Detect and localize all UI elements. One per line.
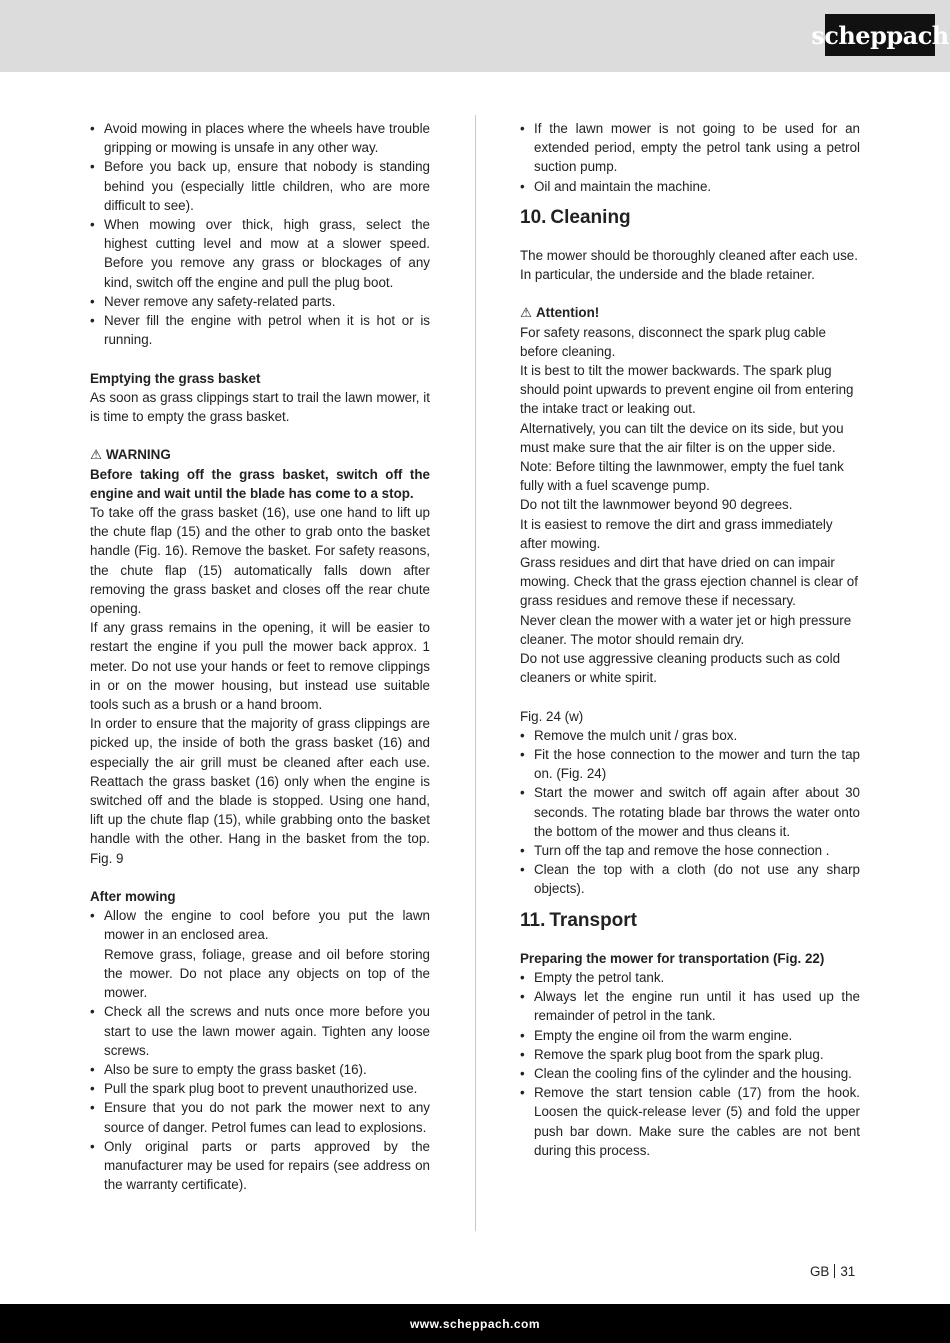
transport-heading: 11. Transport	[520, 909, 637, 931]
warning-icon: ⚠	[90, 447, 103, 463]
after-mowing-list	[90, 906, 430, 1194]
left-column	[90, 119, 430, 1194]
paragraph: Grass residues and dirt that have dried on can impair mowing. Check that the grass ejection channel is clear of grass residues and remove these if necessary.	[520, 555, 858, 609]
list-item: • Start the mower and switch off again after about 30 seconds. The rotating blade bar throws the water onto the bottom of the mower and thus cleans it.	[520, 783, 860, 841]
cleaning-heading: 10. Cleaning	[520, 206, 631, 228]
hose-cleaning-list	[520, 726, 860, 899]
paragraph: In order to ensure that the majority of grass clippings are picked up, the inside of both the grass basket (16) and especially the air grill must be cleaned after each use. Reattach the grass basket (16) only when the engine is switched off and the blade is stopped. Using one hand, lift up the chute flap (15), while grabbing onto the basket handle with the other. Hang in the basket from the top. Fig. 9	[90, 716, 430, 866]
safety-bullet-list	[90, 119, 430, 349]
emptying-heading: Emptying the grass basket	[90, 370, 261, 386]
prep-heading: Preparing the mower for transportation (Fig. 22)	[520, 950, 825, 966]
list-item: • When mowing over thick, high grass, select the highest cutting level and mow at a slower speed. Before you remove any grass or blockages of any kind, switch off the engine and pull the plug boot.	[90, 215, 430, 292]
list-item: • Never fill the engine with petrol when it is hot or is running.	[90, 311, 430, 349]
list-item: • Before you back up, ensure that nobody is standing behind you (especially little children, who are more difficult to see).	[90, 157, 430, 215]
footer-band	[0, 1304, 950, 1343]
list-item: • Also be sure to empty the grass basket (16).	[90, 1060, 430, 1079]
page-number	[810, 1264, 855, 1279]
warning-icon: ⚠	[520, 305, 533, 321]
paragraph: It is best to tilt the mower backwards. The spark plug should point upwards to prevent engine oil from entering the intake tract or leaking out.	[520, 363, 854, 417]
list-item: • Turn off the tap and remove the hose connection .	[520, 841, 860, 860]
paragraph: Do not use aggressive cleaning products such as cold cleaners or white spirit.	[520, 651, 841, 686]
header-band	[0, 0, 950, 72]
storage-bullet-list	[520, 119, 860, 196]
list-item: • Fit the hose connection to the mower and turn the tap on. (Fig. 24)	[520, 745, 860, 783]
warning-text: Before taking off the grass basket, switch off the engine and wait until the blade has come to a stop.	[90, 466, 430, 501]
list-item: • Check all the screws and nuts once more before you start to use the lawn mower again. Tighten any loose screws.	[90, 1002, 430, 1060]
list-item: • Avoid mowing in places where the wheels have trouble gripping or mowing is unsafe in any other way.	[90, 119, 430, 157]
list-item: • Clean the cooling fins of the cylinder and the housing.	[520, 1064, 860, 1083]
paragraph: For safety reasons, disconnect the spark plug cable before cleaning.	[520, 324, 826, 359]
page-index: 31	[840, 1264, 856, 1279]
cleaning-intro: The mower should be thoroughly cleaned after each use. In particular, the underside and the blade retainer.	[520, 247, 858, 283]
list-item-continuation: Remove grass, foliage, grease and oil before storing the mower. Do not place any objects on top of the mower.	[104, 946, 430, 1001]
figure-reference: Fig. 24 (w)	[520, 708, 584, 724]
list-item: • Empty the engine oil from the warm engine.	[520, 1026, 860, 1045]
list-item: • Allow the engine to cool before you put the lawn mower in an enclosed area.	[90, 906, 430, 944]
list-item: • Only original parts or parts approved by the manufacturer may be used for repairs (see address on the warranty certificate).	[90, 1137, 430, 1195]
list-item: • Remove the start tension cable (17) from the hook. Loosen the quick-release lever (5) and fold the upper push bar down. Make sure the cables are not bent during this process.	[520, 1083, 860, 1160]
warning-heading: ⚠ WARNING	[90, 445, 430, 464]
paragraph: To take off the grass basket (16), use one hand to lift up the chute flap (15) and the other to grab onto the basket handle (Fig. 16). Remove the basket. For safety reasons, the chute flap (15) automatically falls down after removing the grass basket and closes off the rear chute opening.	[90, 505, 430, 617]
list-item: • Ensure that you do not park the mower next to any source of danger. Petrol fumes can lead to explosions.	[90, 1098, 430, 1136]
paragraph: Do not tilt the lawnmower beyond 90 degrees.	[520, 497, 793, 513]
brand-logo: scheppach	[825, 14, 935, 56]
list-item: • Empty the petrol tank.	[520, 968, 860, 987]
column-divider	[475, 115, 476, 1231]
website-link[interactable]: www.scheppach.com	[409, 1316, 541, 1331]
language-code: GB	[810, 1264, 830, 1279]
paragraph: Never clean the mower with a water jet or high pressure cleaner. The motor should remain dry.	[520, 612, 852, 647]
paragraph: If any grass remains in the opening, it will be easier to restart the engine if you pull the mower back approx. 1 meter. Do not use your hands or feet to remove clippings in or on the mower housing, but instead use suitable tools such as a brush or a hand broom.	[90, 620, 430, 713]
list-item: • Remove the spark plug boot from the spark plug.	[520, 1045, 860, 1064]
list-item: • Remove the mulch unit / gras box.	[520, 726, 860, 745]
paragraph: It is easiest to remove the dirt and grass immediately after mowing.	[520, 516, 833, 551]
list-item: • Never remove any safety-related parts.	[90, 292, 430, 311]
list-item: • Pull the spark plug boot to prevent unauthorized use.	[90, 1079, 430, 1098]
paragraph: Note: Before tilting the lawnmower, empty the fuel tank fully with a fuel scavenge pump.	[520, 459, 844, 494]
right-column	[520, 119, 860, 1160]
list-item: • Clean the top with a cloth (do not use any sharp objects).	[520, 860, 860, 898]
list-item: • If the lawn mower is not going to be used for an extended period, empty the petrol tank using a petrol suction pump.	[520, 119, 860, 177]
after-mowing-heading: After mowing	[90, 889, 176, 905]
paragraph: Alternatively, you can tilt the device on its side, but you must make sure that the air filter is on the upper side.	[520, 420, 844, 455]
attention-heading: ⚠ Attention!	[520, 303, 860, 322]
list-item: • Oil and maintain the machine.	[520, 177, 860, 196]
transport-list	[520, 968, 860, 1160]
list-item: • Always let the engine run until it has used up the remainder of petrol in the tank.	[520, 987, 860, 1025]
emptying-text: As soon as grass clippings start to trail the lawn mower, it is time to empty the grass basket.	[90, 389, 430, 425]
